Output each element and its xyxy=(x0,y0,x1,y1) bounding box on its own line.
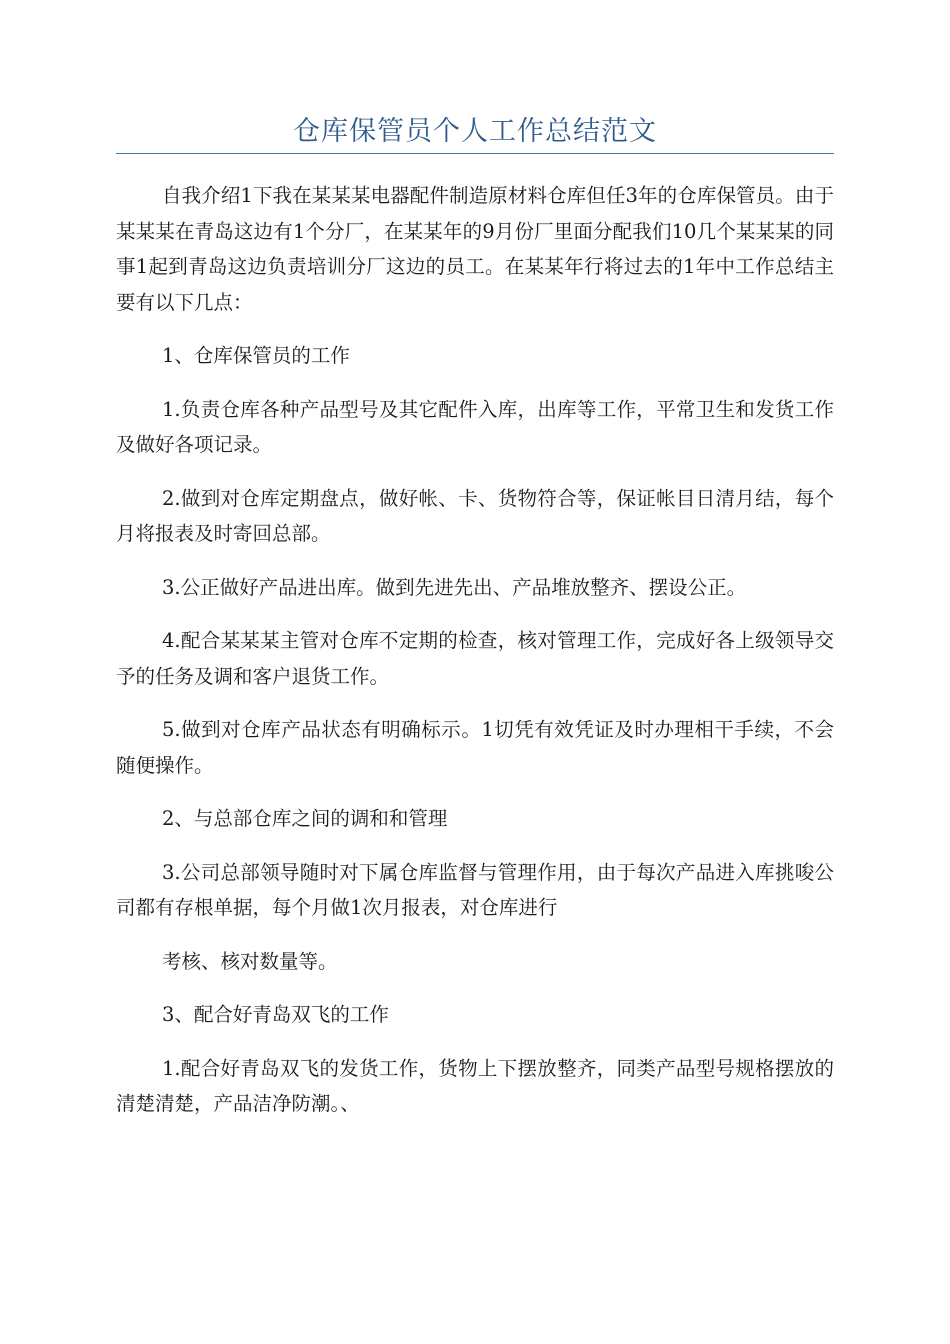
list-item: 3.公司总部领导随时对下属仓库监督与管理作用，由于每次产品进入库挑唆公司都有存根单据，每个月做1次月报表，对仓库进行 xyxy=(116,860,834,919)
intro-paragraph: 自我介绍1下我在某某某电器配件制造原材料仓库但任3年的仓库保管员。由于某某某在青岛这边有1个分厂，在某某年的9月份厂里面分配我们10几个某某某的同事1起到青岛这边负责培训分厂这边的员工。在某某年行将过去的1年中工作总结主要有以下几点： xyxy=(116,184,834,314)
document-title: 仓库保管员个人工作总结范文 xyxy=(293,116,657,147)
list-item: 3.公正做好产品进出库。做到先进先出、产品堆放整齐、摆设公正。 xyxy=(162,575,747,599)
document-body xyxy=(116,178,834,1140)
continuation-paragraph: 考核、核对数量等。 xyxy=(162,949,338,973)
section-heading-1: 1、仓库保管员的工作 xyxy=(162,344,350,367)
list-item: 1.配合好青岛双飞的发货工作，货物上下摆放整齐，同类产品型号规格摆放的清楚清楚，产品洁净防潮。、 xyxy=(116,1056,834,1115)
section-heading-3: 3、配合好青岛双飞的工作 xyxy=(162,1003,389,1026)
list-item: 2.做到对仓库定期盘点，做好帐、卡、货物符合等，保证帐目日清月结，每个月将报表及时寄回总部。 xyxy=(116,486,834,545)
title-underline xyxy=(116,153,834,154)
list-item: 5.做到对仓库产品状态有明确标示。1切凭有效凭证及时办理相干手续，不会随便操作。 xyxy=(116,718,834,777)
section-heading-2: 2、与总部仓库之间的调和和管理 xyxy=(162,807,448,830)
list-item: 1.负责仓库各种产品型号及其它配件入库，出库等工作，平常卫生和发货工作及做好各项记录。 xyxy=(116,397,834,456)
list-item: 4.配合某某某主管对仓库不定期的检查，核对管理工作，完成好各上级领导交予的任务及调和客户退货工作。 xyxy=(116,629,834,688)
